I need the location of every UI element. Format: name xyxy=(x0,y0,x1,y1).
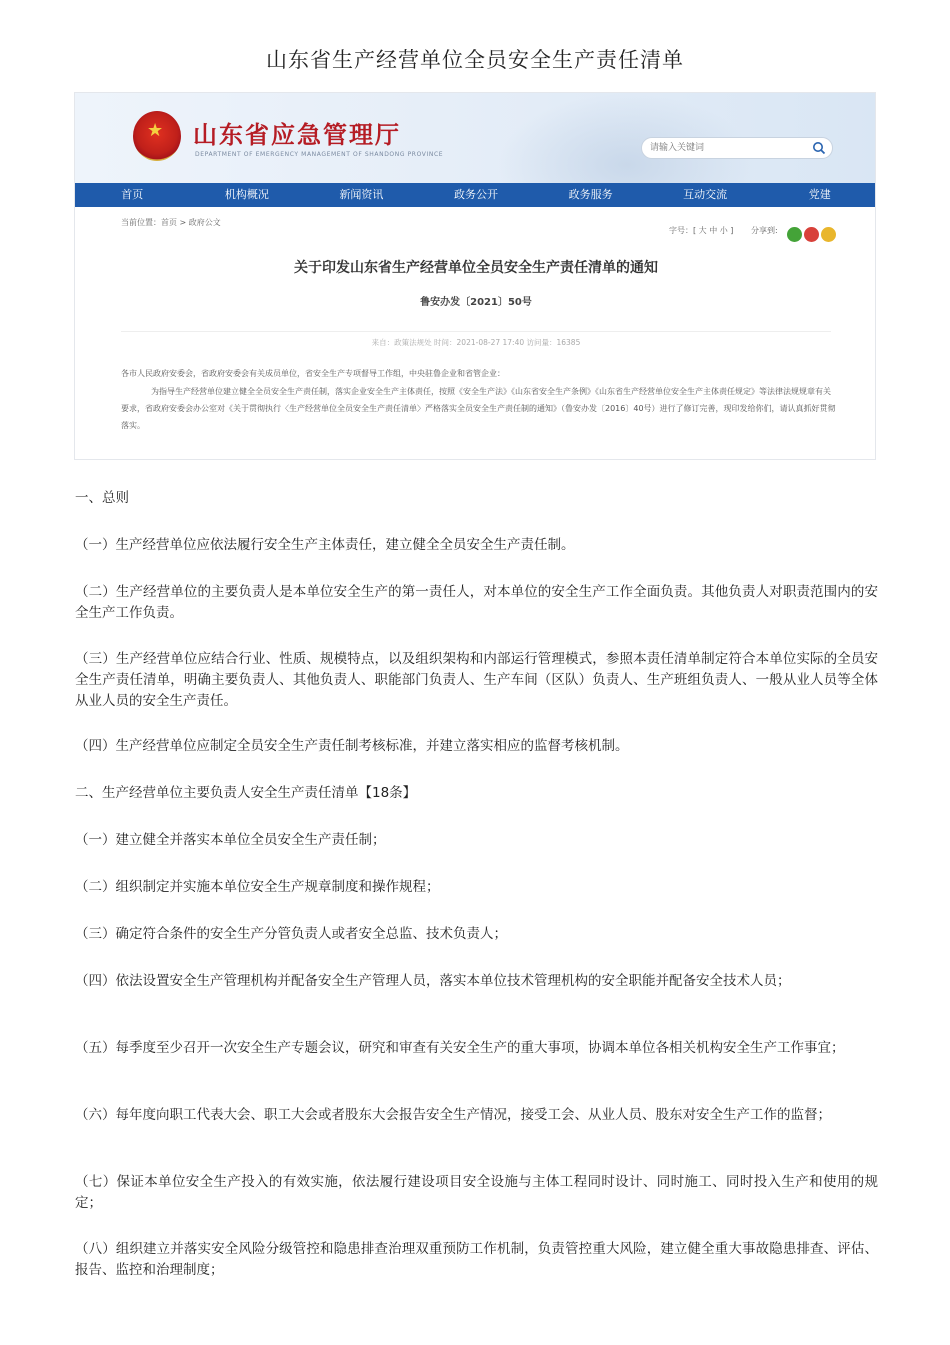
nav-party[interactable]: 党建 xyxy=(808,188,831,201)
share-label: 分享到: xyxy=(751,226,778,235)
list-item: （三）确定符合条件的安全生产分管负责人或者安全总监、技术负责人； xyxy=(75,926,507,942)
notice-meta: 来自：政策法规处 时间：2021-08-27 17:40 访问量：16385 xyxy=(371,338,581,347)
list-item: （七）保证本单位安全生产投入的有效实施，依法履行建设项目安全设施与主体工程同时设计、同时施工、同时投入生产和使用的规定； xyxy=(75,1174,878,1211)
notice-number: 鲁安办发〔2021〕50号 xyxy=(420,297,532,308)
section-heading: 二、生产经营单位主要负责人安全生产责任清单【18条】 xyxy=(75,785,417,801)
section-heading: 一、总则 xyxy=(75,490,129,506)
paragraph: （三）生产经营单位应结合行业、性质、规模特点，以及组织架构和内部运行管理模式，参照本责任清单制定符合本单位实际的全员安全生产责任清单，明确主要负责人、其他负责人、职能部门负责人、生产车间（区队）负责人、生产班组负责人、一般从业人员等全体从业人员的安全生产责任。 xyxy=(75,651,878,709)
list-item: （六）每年度向职工代表大会、职工大会或者股东大会报告安全生产情况，接受工会、从业人员、股东对安全生产工作的监督； xyxy=(75,1107,831,1123)
divider xyxy=(121,331,831,332)
qzone-share-icon[interactable] xyxy=(821,227,836,242)
paragraph: （四）生产经营单位应制定全员安全生产责任制考核标准，并建立落实相应的监督考核机制。 xyxy=(75,738,629,754)
list-item: （八）组织建立并落实安全风险分级管控和隐患排查治理双重预防工作机制，负责管控重大风险，建立健全重大事故隐患排查、评估、报告、监控和治理制度； xyxy=(75,1241,878,1278)
site-banner xyxy=(75,93,876,183)
main-nav xyxy=(75,183,876,207)
nav-gov-affairs[interactable]: 政务公开 xyxy=(454,188,499,201)
nav-news[interactable]: 新闻资讯 xyxy=(339,188,384,201)
paragraph: （一）生产经营单位应依法履行安全生产主体责任，建立健全全员安全生产责任制。 xyxy=(75,537,575,553)
nav-about[interactable]: 机构概况 xyxy=(224,188,269,201)
notice-title: 关于印发山东省生产经营单位全员安全生产责任清单的通知 xyxy=(294,260,658,276)
notice-body: 为指导生产经营单位建立健全全员安全生产责任制，落实企业安全生产主体责任，按照《安全生产法》《山东省安全生产条例》《山东省生产经营单位安全生产主体责任规定》等法律法规规章有关要求，省政府安委会办公室对《关于贯彻执行〈生产经营单位全员安全生产责任清单〉严格落实全员安全生产责任制的通知》（鲁安办发〔2016〕40号）进行了修订完善，现印发给你们，请认真抓好贯彻落实。 xyxy=(121,387,836,430)
list-item: （五）每季度至少召开一次安全生产专题会议，研究和审查有关安全生产的重大事项，协调本单位各相关机构安全生产工作事宜； xyxy=(75,1040,845,1056)
embedded-screenshot xyxy=(74,92,876,460)
document-title: 山东省生产经营单位全员安全生产责任清单 xyxy=(266,48,684,72)
weibo-share-icon[interactable] xyxy=(804,227,819,242)
nav-services[interactable]: 政务服务 xyxy=(568,188,613,201)
list-item: （二）组织制定并实施本单位安全生产规章制度和操作规程； xyxy=(75,879,440,895)
search-box[interactable] xyxy=(641,137,833,159)
national-emblem-icon: ★ xyxy=(133,111,181,161)
list-item: （四）依法设置安全生产管理机构并配备安全生产管理人员，落实本单位技术管理机构的安全职能并配备安全技术人员； xyxy=(75,973,791,989)
nav-home[interactable]: 首页 xyxy=(121,188,144,201)
font-size-tools[interactable]: 字号：[ 大 中 小 ] xyxy=(669,226,734,235)
paragraph: （二）生产经营单位的主要负责人是本单位安全生产的第一责任人，对本单位的安全生产工作全面负责。其他负责人对职责范围内的安全生产工作负责。 xyxy=(75,584,878,621)
wechat-share-icon[interactable] xyxy=(787,227,802,242)
search-icon[interactable] xyxy=(812,141,826,155)
breadcrumb[interactable]: 当前位置：首页 > 政府公文 xyxy=(121,218,221,227)
nav-interaction[interactable]: 互动交流 xyxy=(683,188,728,201)
site-name-en: DEPARTMENT OF EMERGENCY MANAGEMENT OF SHANDONG PROVINCE xyxy=(195,151,444,158)
site-name: 山东省应急管理厅 xyxy=(193,121,401,149)
list-item: （一）建立健全并落实本单位全员安全生产责任制； xyxy=(75,832,386,848)
notice-salutation: 各市人民政府安委会，省政府安委会有关成员单位，省安全生产专项督导工作组，中央驻鲁企业和省管企业： xyxy=(121,369,505,378)
search-input[interactable] xyxy=(650,141,800,155)
